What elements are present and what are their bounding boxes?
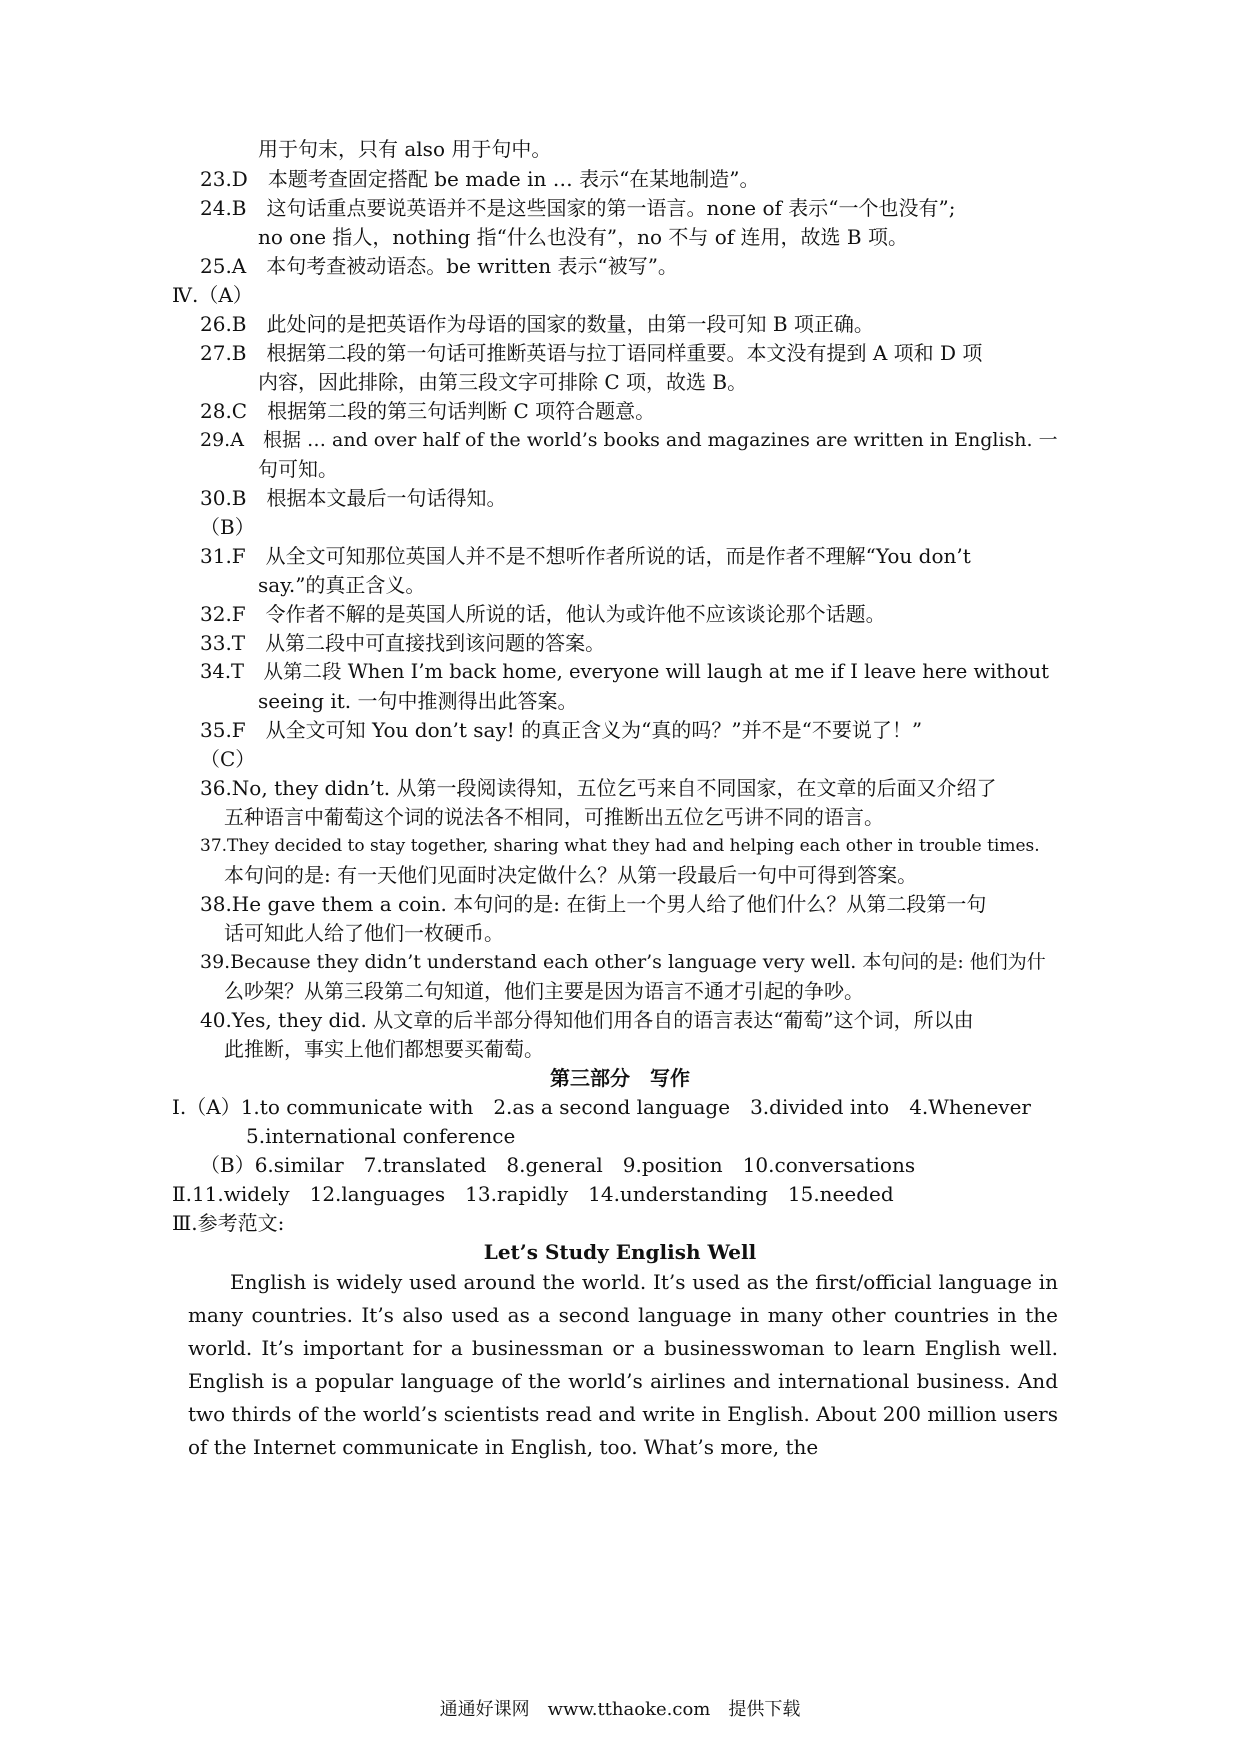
text-line: 5.international conference xyxy=(246,1124,516,1148)
answer-23: 23.D 本题考查固定搭配 be made in … 表示“在某地制造”。 xyxy=(200,167,760,191)
answer-29: 29.A 根据 … and over half of the world’s books and magazines are written in English. 一 xyxy=(200,429,1058,451)
answer-27: 27.B 根据第二段的第一句话可推断英语与拉丁语同样重要。本文没有提到 A 项和 D 项 xyxy=(200,341,983,365)
text-line: 本句问的是: 有一天他们见面时决定做什么？从第一段最后一句中可得到答案。 xyxy=(224,863,918,887)
answer-40: 40.Yes, they did. 从文章的后半部分得知他们用各自的语言表达“葡萄”这个词，所以由 xyxy=(200,1008,974,1032)
writing-item-2: Ⅱ.11.widely 12.languages 13.rapidly 14.understanding 15.needed xyxy=(172,1182,894,1206)
part-heading: 第三部分 写作 xyxy=(550,1066,690,1090)
text-line: seeing it. 一句中推测得出此答案。 xyxy=(258,689,578,713)
section-heading: Ⅳ.（A） xyxy=(172,283,253,307)
text-line: 内容，因此排除，由第三段文字可排除 C 项，故选 B。 xyxy=(258,370,748,394)
answer-32: 32.F 令作者不解的是英国人所说的话，他认为或许他不应该谈论那个话题。 xyxy=(200,602,886,626)
answer-24: 24.B 这句话重点要说英语并不是这些国家的第一语言。none of 表示“一个也没有”; xyxy=(200,196,956,220)
answer-25: 25.A 本句考查被动语态。be written 表示“被写”。 xyxy=(200,254,678,278)
footer-credit: 通通好课网 www.tthaoke.com 提供下载 xyxy=(439,1699,801,1720)
answer-36: 36.No, they didn’t. 从第一段阅读得知，五位乞丐来自不同国家，在文章的后面又介绍了 xyxy=(200,776,997,800)
text-line: 话可知此人给了他们一枚硬币。 xyxy=(224,921,504,945)
answer-26: 26.B 此处问的是把英语作为母语的国家的数量，由第一段可知 B 项正确。 xyxy=(200,312,874,336)
answer-28: 28.C 根据第二段的第三句话判断 C 项符合题意。 xyxy=(200,399,656,423)
writing-item-1: Ⅰ.（A）1.to communicate with 2.as a second language 3.divided into 4.Whenever xyxy=(172,1095,1031,1119)
answer-37: 37.They decided to stay together, sharing what they had and helping each other in trouble times. xyxy=(200,836,1040,856)
answer-33: 33.T 从第二段中可直接找到该问题的答案。 xyxy=(200,631,606,655)
answer-31: 31.F 从全文可知那位英国人并不是不想听作者所说的话，而是作者不理解“You don’t xyxy=(200,544,971,568)
text-line: 此推断，事实上他们都想要买葡萄。 xyxy=(224,1037,544,1061)
essay-title: Let’s Study English Well xyxy=(483,1240,757,1264)
text-line: no one 指人，nothing 指“什么也没有”，no 不与 of 连用，故选 B 项。 xyxy=(258,225,908,249)
answer-30: 30.B 根据本文最后一句话得知。 xyxy=(200,486,507,510)
writing-item-1b: （B）6.similar 7.translated 8.general 9.position 10.conversations xyxy=(200,1153,916,1177)
text-line: 句可知。 xyxy=(258,457,338,481)
answer-38: 38.He gave them a coin. 本句问的是: 在街上一个男人给了他们什么？从第二段第一句 xyxy=(200,892,987,916)
subsection-heading: （C） xyxy=(200,747,256,771)
answer-35: 35.F 从全文可知 You don’t say! 的真正含义为“真的吗？”并不是“不要说了！” xyxy=(200,718,923,742)
text-line: 用于句末，只有 also 用于句中。 xyxy=(258,137,552,161)
subsection-heading: （B） xyxy=(200,515,255,539)
text-line: 五种语言中葡萄这个词的说法各不相同，可推断出五位乞丐讲不同的语言。 xyxy=(224,805,884,829)
text-line: 么吵架？从第三段第二句知道，他们主要是因为语言不通才引起的争吵。 xyxy=(224,979,864,1003)
essay-paragraph: English is widely used around the world. It’s used as the first/official language in many countries. It’s also used as a second language in many other countries in the world. It’s important for a businessman or a businesswoman to learn English well. English is a popular language of the world’s airlines and international business. And two thirds of the world’s scientists read and write in English. About 200 million users of the Internet communicate in English, too. What’s more, the xyxy=(188,1270,1058,1459)
text-line: say.”的真正含义。 xyxy=(258,573,426,597)
answer-34: 34.T 从第二段 When I’m back home, everyone will laugh at me if I leave here without xyxy=(200,660,1049,683)
writing-item-3: Ⅲ.参考范文: xyxy=(172,1211,285,1235)
answer-39: 39.Because they didn’t understand each other’s language very well. 本句问的是: 他们为什 xyxy=(200,951,1046,973)
